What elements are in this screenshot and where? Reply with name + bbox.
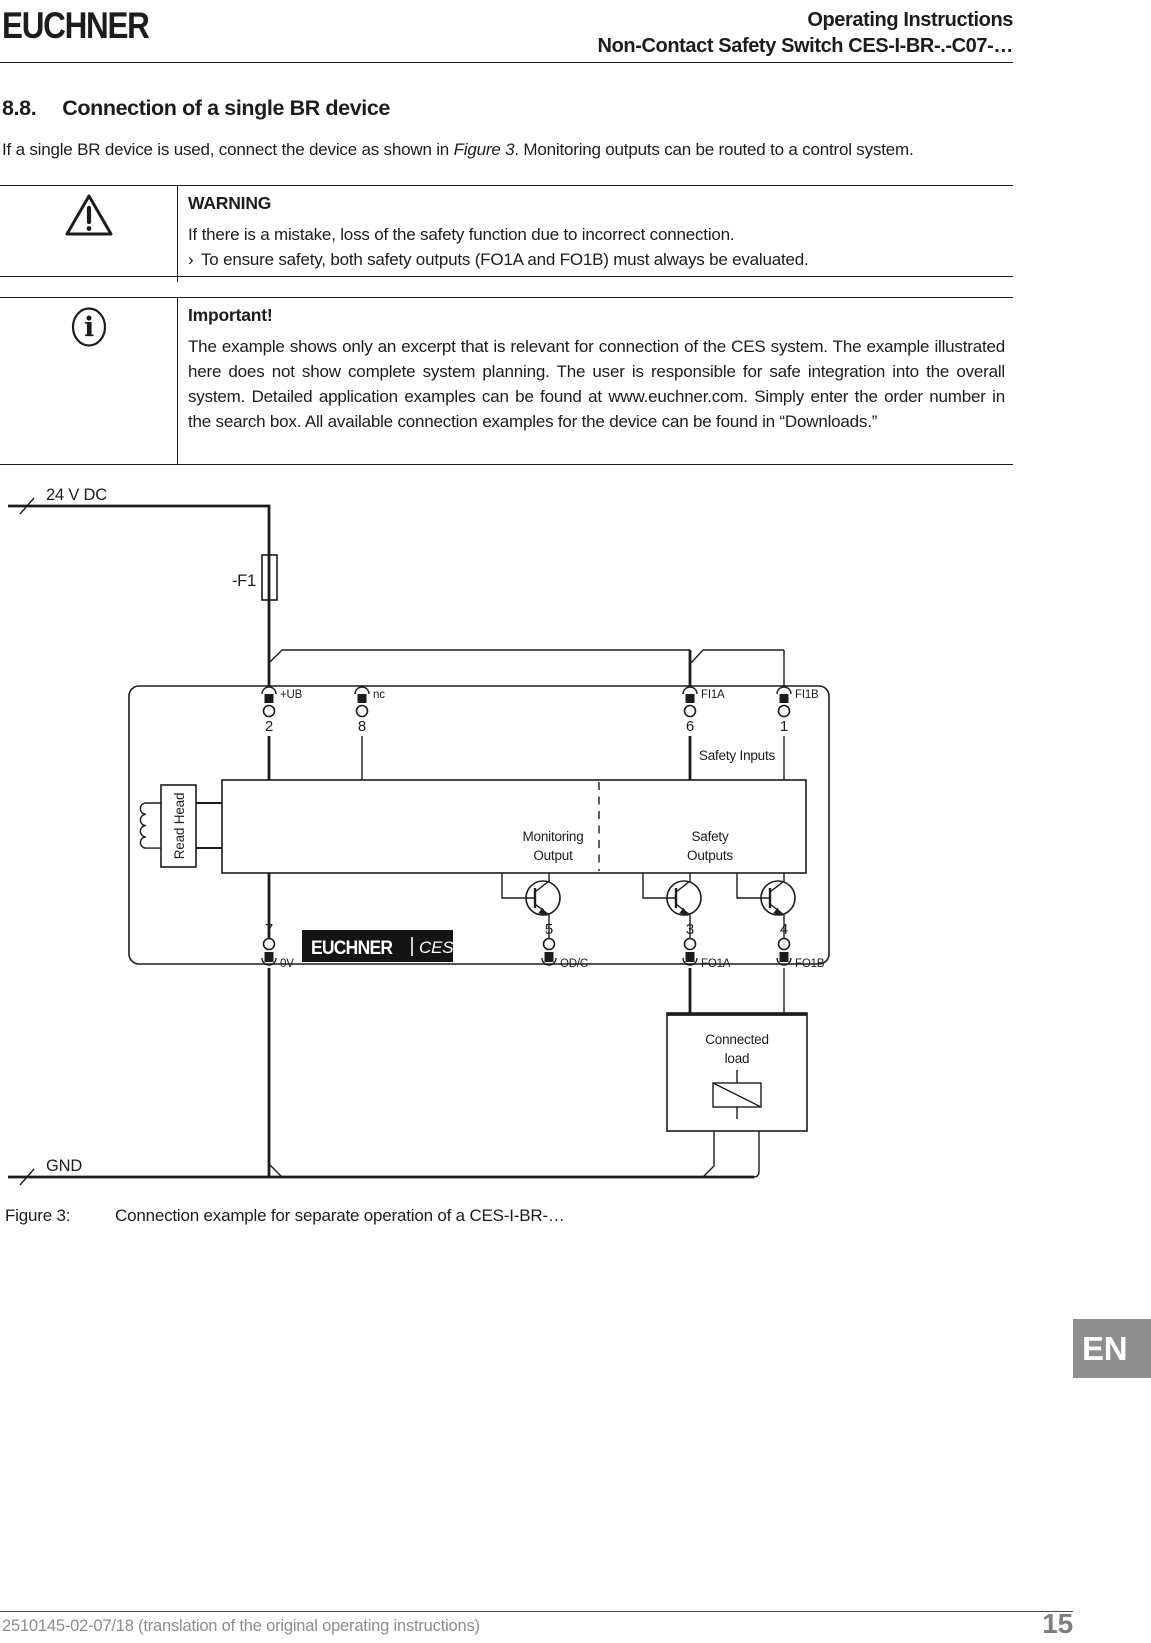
safety-outputs-label-2: Outputs [687,848,733,863]
pin-label: FO1A [701,958,731,970]
terminal-top-6 [683,687,725,735]
gnd-rail [8,1157,754,1185]
plug-pin [265,694,274,703]
pin-label: FO1B [795,958,825,970]
page-number: 15 [1042,1608,1073,1639]
section-number: 8.8. [2,96,37,120]
badge-brand: EUCHNER [311,936,393,959]
terminal-bottom-5 [542,921,588,970]
euchner-ces-badge [302,930,454,962]
important-text: The example shows only an excerpt that is relevant for connection of the CES system. The example illustrated here does not show complete system planning. The user is responsible for safe integration into the overall system. Detailed application examples can be found at www.euchner.com. Simply enter the order number in the search box. All available connection examples for the device can be found in “Downloads.” [188,337,1005,431]
load-label-1: Connected [705,1032,769,1047]
doc-type: Operating Instructions [807,9,1013,31]
footer-doc-number: 2510145-02-07/18 (translation of the original operating instructions) [2,1617,480,1635]
figure-caption-label: Figure 3: [5,1206,71,1225]
safety-inputs-label: Safety Inputs [698,748,776,763]
plug-pin [545,952,554,962]
pin-label: FI1A [701,689,725,701]
figure-caption-text: Connection example for separate operation of a CES-I-BR-… [115,1206,565,1225]
badge-sub: CES [419,938,454,957]
branch-junction-1 [269,650,282,663]
intro-text: If a single BR device is used, connect the device as shown in [2,140,454,159]
pin-label: OD/C [560,958,588,970]
warning-bullet-text: To ensure safety, both safety outputs (FO1A and FO1B) must always be evaluated. [201,250,809,269]
supply-label: 24 V DC [46,486,107,504]
terminal-bottom-3 [683,921,731,970]
coil-icon [140,803,161,848]
warning-title: WARNING [188,193,272,213]
terminal-circle [264,939,275,950]
pin-number: 2 [264,718,274,735]
supply-rail [8,486,269,687]
gnd-junction-mark [270,1165,282,1177]
fuse-label: -F1 [231,572,256,590]
monitoring-output-label-2: Output [533,848,573,863]
terminal-bottom-7 [262,921,294,970]
load-return-right [754,1131,759,1177]
intro-text-after: . Monitoring outputs can be routed to a control system. [514,140,914,159]
pin-label: 0V [280,958,294,970]
terminal-circle [685,706,696,717]
read-head-label: Read Head [172,792,187,860]
pin-number: 3 [685,921,695,938]
plug-arc [777,687,791,694]
supply-wire [8,506,269,555]
terminal-circle [544,939,555,950]
important-title: Important! [188,305,273,325]
terminal-bottom-4 [777,921,825,970]
pin-number: 7 [264,921,274,938]
plug-pin [780,952,789,962]
section-title: Connection of a single BR device [62,96,390,120]
input-branch-wires [269,650,784,687]
monitoring-output-label-1: Monitoring [522,829,584,844]
terminal-circle [779,706,790,717]
pin-label: nc [373,689,385,701]
terminal-top-8 [355,687,385,735]
plug-pin [265,952,274,962]
plug-arc [355,687,369,694]
warning-line1: If there is a mistake, loss of the safety function due to incorrect connection. [188,225,735,244]
pin-label: FI1B [795,689,819,701]
plug-pin [686,694,695,703]
pin-number: 8 [357,718,367,735]
pin-number: 4 [779,921,789,938]
connected-load [667,1013,807,1177]
pin-number: 6 [685,718,695,735]
pin-number: 1 [779,718,789,735]
load-label-2: load [724,1051,750,1066]
terminal-circle [357,706,368,717]
language-badge: EN [1073,1319,1151,1378]
terminal-circle [685,939,696,950]
plug-arc [262,687,276,694]
svg-text:i: i [83,312,94,343]
terminal-top-2 [262,687,303,735]
doc-title: Non-Contact Safety Switch CES-I-BR-.-C07-… [597,35,1013,57]
bullet-marker: › [188,250,194,269]
branch-junction-2 [690,650,703,664]
pin-label: +UB [280,689,303,701]
gnd-label: GND [46,1157,83,1175]
figure-reference: Figure 3 [453,140,515,159]
load-return-left [703,1131,714,1177]
plug-pin [780,694,789,703]
terminal-circle [779,939,790,950]
terminal-circle [264,706,275,717]
safety-outputs-label-1: Safety [691,829,729,844]
read-head [140,785,222,867]
plug-pin [686,952,695,962]
load-symbol-diagonal [713,1083,761,1107]
plug-pin [358,694,367,703]
euchner-logo: EUCHNER [2,5,149,46]
pin-number: 5 [544,921,554,938]
terminal-top-1 [777,687,819,735]
plug-arc [683,687,697,694]
